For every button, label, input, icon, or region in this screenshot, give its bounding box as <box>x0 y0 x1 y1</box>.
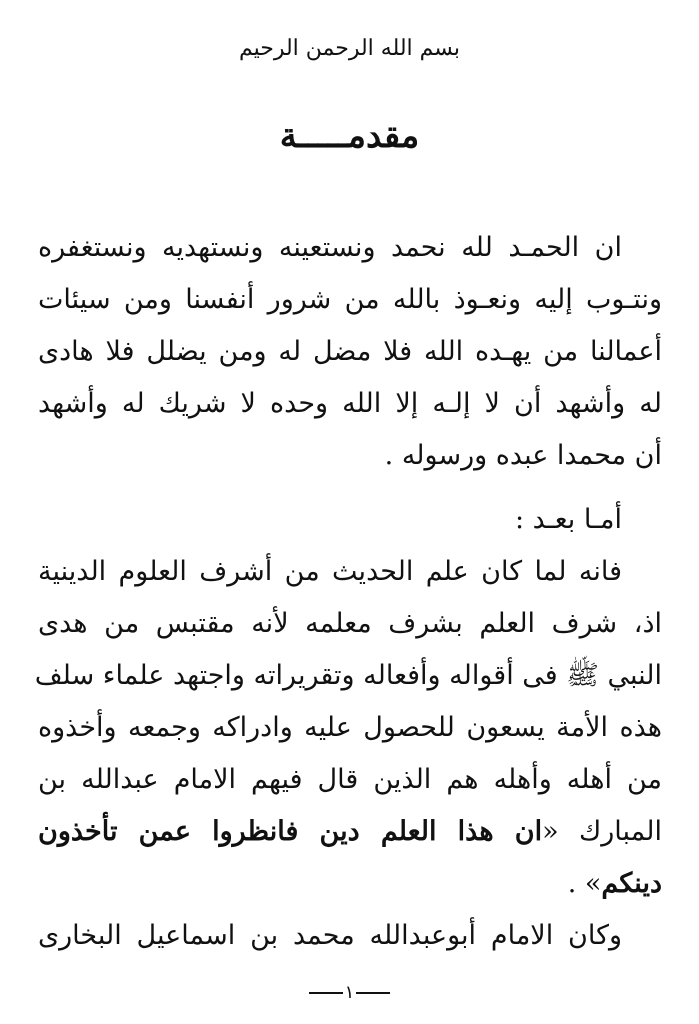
paragraph-line <box>38 858 662 910</box>
paragraph-line: ان الحمـد لله نحمد ونستعينه ونستهديه ونستغفره <box>38 232 622 263</box>
quote-intro: المبارك « <box>542 816 663 847</box>
paragraph-opening <box>38 222 662 482</box>
paragraph-line: أعمالنا من يهـده الله فلا مضل له ومن يضلل فلا هادى <box>38 336 662 367</box>
paragraph-line: اذ، شرف العلم بشرف معلمه لأنه مقتبس من هدى <box>38 608 662 639</box>
paragraph-next <box>38 910 662 962</box>
paragraph-line: وكان الامام أبوعبدالله محمد بن اسماعيل البخارى <box>38 920 622 951</box>
quote-text-end: دينكم <box>601 868 662 899</box>
section-heading: مقدمـــــة <box>279 116 420 156</box>
page-number-dash <box>356 992 390 994</box>
page-number <box>0 982 699 1003</box>
paragraph-main <box>34 494 663 910</box>
quote-close: » . <box>567 868 602 899</box>
paragraph-line: من أهله وأهله هم الذين قال فيهم الامام عبدالله بن <box>38 764 662 795</box>
paragraph-line: هذه الأمة يسعون للحصول عليه وادراكه وجمعه وأخذوه <box>38 712 662 743</box>
paragraph-line: النبي ﷺ فى أقواله وأفعاله وتقريراته واجتهد علماء سلف <box>34 660 662 691</box>
amma-baad-line: أمـا بعـد : <box>515 504 622 535</box>
paragraph-line: أن محمدا عبده ورسوله . <box>384 440 662 471</box>
paragraph-line <box>38 806 662 858</box>
paragraph-line: فانه لما كان علم الحديث من أشرف العلوم الدينية <box>38 556 622 587</box>
basmala: بسم الله الرحمن الرحيم <box>238 36 461 61</box>
paragraph-line: ونتـوب إليه ونعـوذ بالله من شرور أنفسنا ومن سيئات <box>38 284 662 315</box>
page-number-value: ١ <box>344 982 355 1003</box>
page-number-dash <box>309 992 343 994</box>
paragraph-line: له وأشهد أن لا إلـه إلا الله وحده لا شريك له وأشهد <box>38 388 662 419</box>
quote-text: ان هذا العلم دين فانظروا عمن تأخذون <box>38 816 543 847</box>
